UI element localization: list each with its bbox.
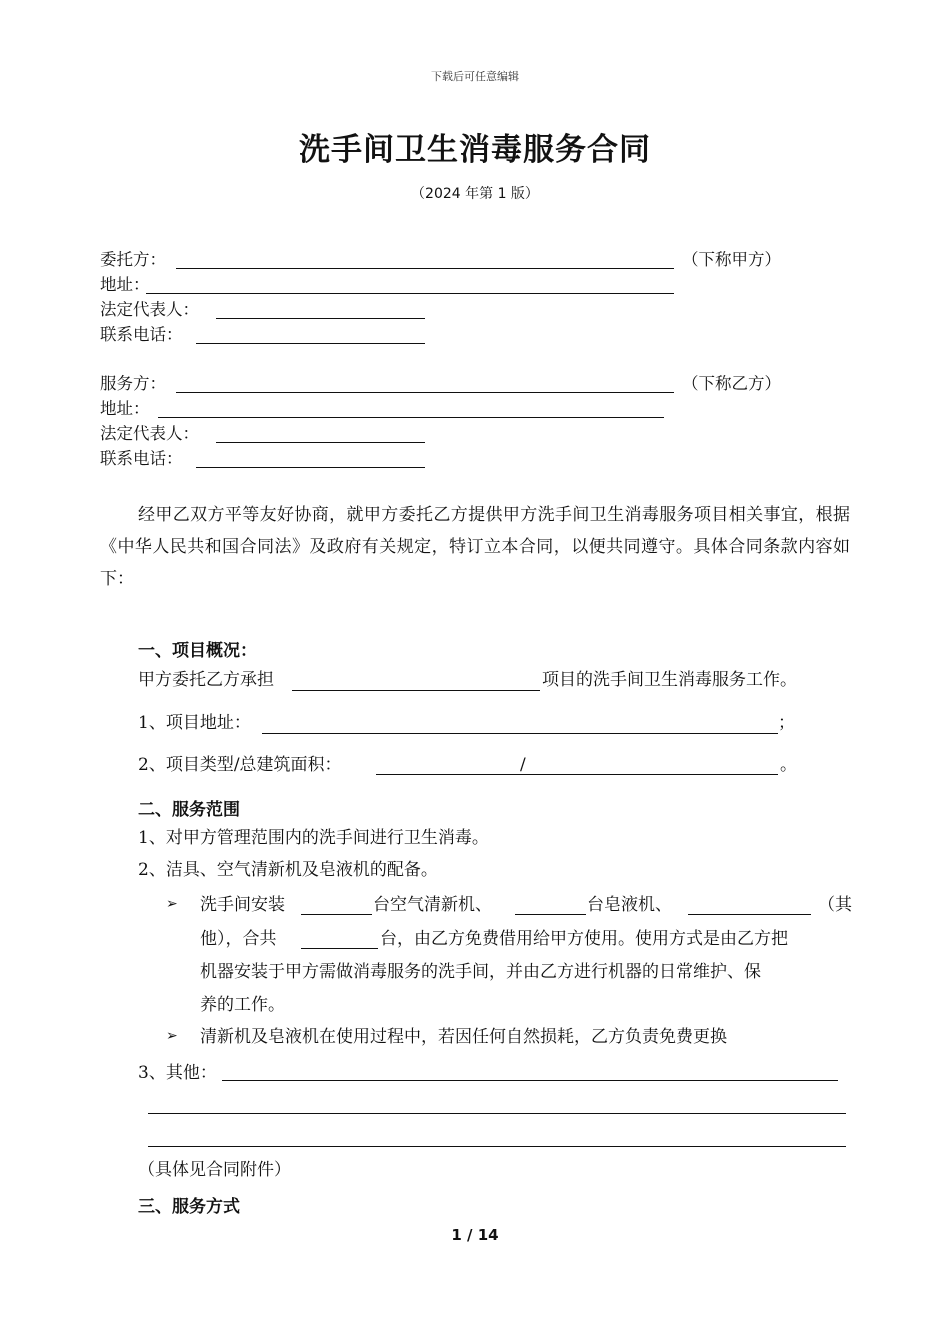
project-address-end: ； [778,713,795,733]
attachment-note: （具体见合同附件） [138,1160,291,1180]
client-label: 委托方： [100,250,166,269]
document-version: （2024 年第 1 版） [411,186,539,202]
bullet1-pre: 洗手间安装 [200,895,285,915]
section2-item2: 2、洁具、空气清新机及皂液机的配备。 [138,860,438,880]
provider-address-field[interactable] [158,417,664,418]
provider-address-label: 地址： [100,399,150,418]
client-alias: （下称甲方） [682,250,781,269]
bullet1-line3: 机器安装于甲方需做消毒服务的洗手间，并由乙方进行机器的日常维护、保 [200,962,761,982]
client-phone-label: 联系电话： [100,325,183,344]
client-rep-label: 法定代表人： [100,300,199,319]
project-address-label: 1、项目地址： [138,713,251,733]
bullet-arrow-icon: ➢ [166,1028,178,1044]
project-address-field[interactable] [262,733,778,734]
bullet1-line4: 养的工作。 [200,995,285,1015]
bullet-arrow-icon: ➢ [166,896,178,912]
section1-line-a-pre: 甲方委托乙方承担 [138,670,274,690]
project-type-end: 。 [780,755,797,775]
intro-paragraph: 经甲乙双方平等友好协商，就甲方委托乙方提供甲方洗手间卫生消毒服务项目相关事宜，根据《中华人民共和国合同法》及政府有关规定，特订立本合同，以便共同遵守。具体合同条款内容如下： [100,505,850,589]
bullet1-line2-pre: 他），合共 [200,929,277,949]
provider-phone-label: 联系电话： [100,449,183,468]
project-name-field[interactable] [292,690,540,691]
fresheners-count-field[interactable] [301,914,372,915]
bullet1-other: （其 [818,895,852,915]
bullet1-mid2: 台皂液机、 [587,895,672,915]
section3-heading: 三、服务方式 [138,1197,240,1217]
provider-alias: （下称乙方） [682,374,781,393]
bullet1-line2-post: 台，由乙方免费借用给甲方使用。使用方式是由乙方把 [380,929,788,949]
client-phone-field[interactable] [196,343,425,344]
provider-name-field[interactable] [176,392,674,393]
section1-line-a-post: 项目的洗手间卫生消毒服务工作。 [542,670,797,690]
provider-rep-field[interactable] [216,442,425,443]
provider-label: 服务方： [100,374,166,393]
section2-item3-label: 3、其他： [138,1063,217,1083]
total-count-field[interactable] [301,948,378,949]
client-address-label: 地址： [100,275,150,294]
project-type-label: 2、项目类型/总建筑面积： [138,755,342,775]
provider-phone-field[interactable] [196,467,425,468]
bullet1-mid1: 台空气清新机、 [373,895,492,915]
other-field-line3[interactable] [148,1146,846,1147]
header-note: 下载后可任意编辑 [431,70,519,83]
section2-heading: 二、服务范围 [138,800,240,820]
client-rep-field[interactable] [216,318,425,319]
other-field-line2[interactable] [148,1113,846,1114]
section1-heading: 一、项目概况： [138,641,257,661]
client-name-field[interactable] [176,268,674,269]
other-field-line1[interactable] [222,1080,838,1081]
bullet2-text: 清新机及皂液机在使用过程中，若因任何自然损耗，乙方负责免费更换 [200,1027,727,1047]
project-type-slash: / [520,755,526,775]
soap-dispensers-count-field[interactable] [515,914,586,915]
page-number: 1 / 14 [451,1226,499,1244]
other-equipment-field[interactable] [688,914,811,915]
client-address-field[interactable] [146,293,674,294]
provider-rep-label: 法定代表人： [100,424,199,443]
project-type-field[interactable] [376,774,778,775]
document-title: 洗手间卫生消毒服务合同 [299,132,651,168]
section2-item1: 1、对甲方管理范围内的洗手间进行卫生消毒。 [138,828,489,848]
